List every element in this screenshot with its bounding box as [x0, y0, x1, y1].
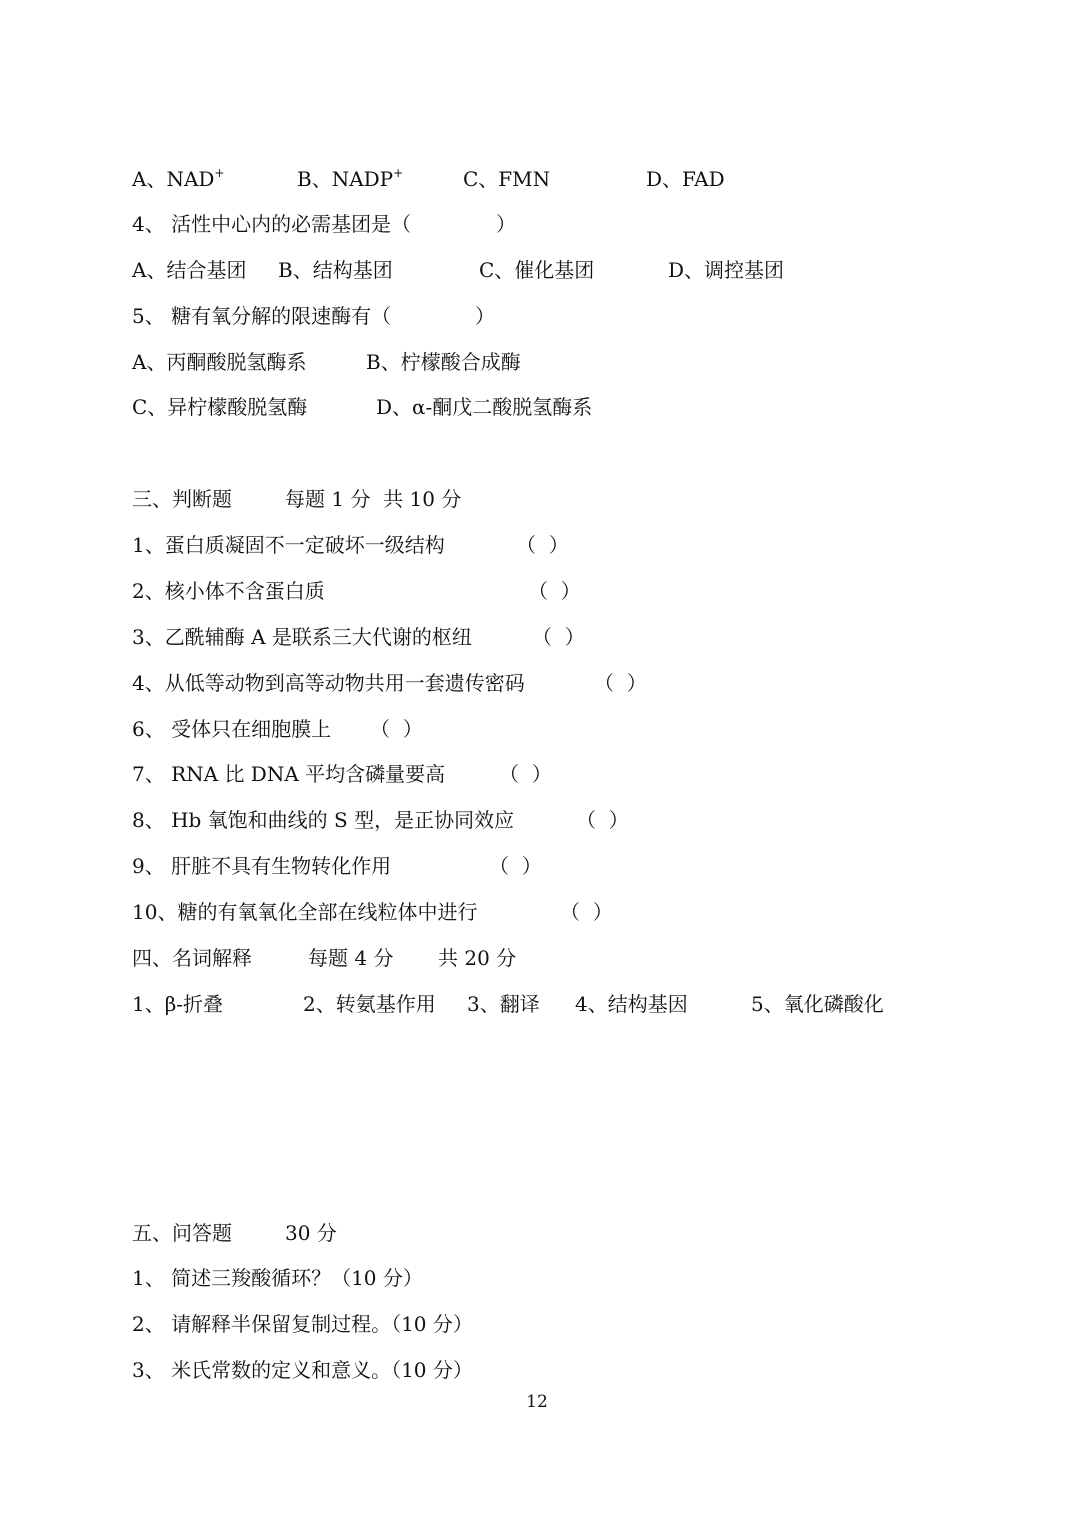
- judge-title: 三、判断题: [132, 487, 232, 511]
- q5-option-a: A、丙酮酸脱氢酶系: [132, 350, 307, 374]
- judge-item-text: 10、糖的有氧氧化全部在线粒体中进行: [132, 900, 478, 924]
- judge-item: [132, 805, 629, 835]
- judge-item-paren: （ ）: [499, 762, 552, 786]
- judge-item-text: 9、 肝脏不具有生物转化作用: [132, 854, 392, 878]
- judge-item-text: 1、蛋白质凝固不一定破坏一级结构: [132, 533, 445, 557]
- q3-option-a: A、NAD+: [132, 166, 225, 191]
- judge-item-text: 4、从低等动物到高等动物共用一套遗传密码: [132, 671, 525, 695]
- qa-item: 1、 简述三羧酸循环？（10 分）: [132, 1266, 423, 1290]
- q4-stem-close: ）: [496, 212, 516, 236]
- judge-item: [132, 897, 613, 927]
- judge-item: [132, 714, 423, 744]
- q4-options: [132, 255, 785, 285]
- judge-item-paren: （ ）: [528, 579, 581, 603]
- judge-item: [132, 622, 585, 652]
- q4-option-a: A、结合基团: [132, 258, 247, 282]
- q5-stem-text: 5、 糖有氧分解的限速酶有（: [132, 304, 392, 328]
- qa-heading: [132, 1218, 337, 1248]
- judge-item-paren: （ ）: [370, 717, 423, 741]
- judge-item: [132, 576, 581, 606]
- judge-item-paren: （ ）: [489, 854, 542, 878]
- qa-score: 30 分: [285, 1221, 337, 1245]
- judge-item-paren: （ ）: [594, 671, 647, 695]
- qa-item: 3、 米氏常数的定义和意义。（10 分）: [132, 1358, 473, 1382]
- judge-item-text: 8、 Hb 氧饱和曲线的 S 型，是正协同效应: [132, 808, 515, 832]
- q5-option-b: B、柠檬酸合成酶: [366, 350, 521, 374]
- judge-item-text: 6、 受体只在细胞膜上: [132, 717, 332, 741]
- q5-stem: [132, 301, 495, 331]
- qa-item: 2、 请解释半保留复制过程。（10 分）: [132, 1312, 473, 1336]
- q3-option-b: B、NADP+: [297, 166, 404, 191]
- judge-item-text: 3、乙酰辅酶 A 是联系三大代谢的枢纽: [132, 625, 472, 649]
- judge-item-text: 7、 RNA 比 DNA 平均含磷量要高: [132, 762, 446, 786]
- judge-item: [132, 530, 569, 560]
- term-item: 4、结构基因: [575, 992, 688, 1016]
- terms-score: 每题 4 分: [308, 946, 394, 970]
- judge-item-paren: （ ）: [516, 533, 569, 557]
- terms-list: [132, 989, 884, 1019]
- judge-item: [132, 668, 647, 698]
- q4-option-b: B、结构基团: [278, 258, 393, 282]
- qa-title: 五、问答题: [132, 1221, 232, 1245]
- judge-item-paren: （ ）: [560, 900, 613, 924]
- judge-heading: [132, 484, 462, 514]
- q4-stem: [132, 209, 516, 239]
- terms-total: 共 20 分: [438, 946, 517, 970]
- q5-options-row2: [132, 392, 593, 422]
- judge-item-paren: （ ）: [532, 625, 585, 649]
- q3-option-c: C、FMN: [463, 167, 551, 191]
- terms-title: 四、名词解释: [132, 946, 252, 970]
- q5-option-c: C、异柠檬酸脱氢酶: [132, 395, 308, 419]
- q4-stem-text: 4、 活性中心内的必需基团是（: [132, 212, 412, 236]
- term-item: 2、转氨基作用: [303, 992, 436, 1016]
- q4-option-c: C、催化基团: [479, 258, 595, 282]
- term-item: 3、翻译: [467, 992, 540, 1016]
- term-item: 5、氧化磷酸化: [751, 992, 884, 1016]
- page-number: 12: [526, 1392, 548, 1412]
- terms-heading: [132, 943, 517, 973]
- judge-score: 每题 1 分 共 10 分: [285, 487, 462, 511]
- q3-option-d: D、FAD: [646, 167, 725, 191]
- judge-item-paren: （ ）: [576, 808, 629, 832]
- q5-stem-close: ）: [475, 304, 495, 328]
- judge-item: [132, 759, 552, 789]
- q4-option-d: D、调控基团: [668, 258, 785, 282]
- q5-option-d: D、α-酮戊二酸脱氢酶系: [376, 395, 593, 419]
- q5-options-row1: [132, 347, 521, 377]
- judge-item-text: 2、核小体不含蛋白质: [132, 579, 325, 603]
- q3-options: [132, 164, 725, 194]
- term-item: 1、β-折叠: [132, 992, 224, 1016]
- judge-item: [132, 851, 542, 881]
